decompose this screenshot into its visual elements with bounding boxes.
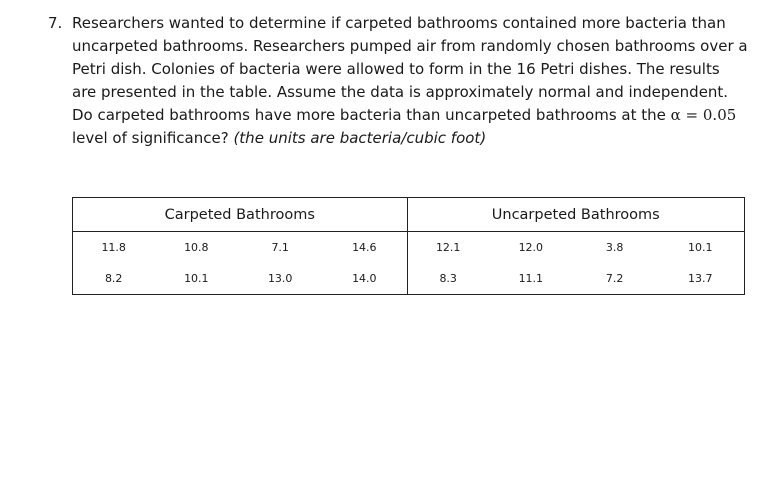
question-block xyxy=(48,12,748,150)
table-cell: 10.1 xyxy=(688,241,713,254)
alpha-symbol: α xyxy=(670,106,681,124)
equals-sign: = xyxy=(680,106,703,124)
table-row xyxy=(73,232,745,264)
units-note: (the units are bacteria/cubic foot) xyxy=(233,129,487,147)
question-text xyxy=(72,12,748,150)
table-cell: 10.8 xyxy=(184,241,209,254)
table-cell: 12.0 xyxy=(518,241,544,254)
table-cell: 11.1 xyxy=(518,272,544,285)
table-cell: 13.7 xyxy=(688,272,713,285)
table-header-row xyxy=(73,198,745,232)
table-cell: 14.0 xyxy=(322,263,407,295)
table-cell: 11.8 xyxy=(73,232,155,264)
header-carpeted: Carpeted Bathrooms xyxy=(73,198,408,232)
table-cell: 8.2 xyxy=(73,263,155,295)
table-cell: 7.2 xyxy=(605,272,624,285)
table-cell: 12.1 xyxy=(435,241,461,254)
table-cell: 10.1 xyxy=(184,272,209,285)
table-cell: 14.6 xyxy=(322,232,407,264)
alpha-value: 0.05 xyxy=(702,106,737,124)
table-cell: 3.8 xyxy=(605,241,624,254)
question-number: 7. xyxy=(48,14,63,32)
table-cell: 8.3 xyxy=(439,272,457,285)
data-table xyxy=(72,197,745,295)
header-uncarpeted: Uncarpeted Bathrooms xyxy=(407,198,745,232)
question-text-tail: level of significance? xyxy=(72,129,234,147)
table-row xyxy=(73,263,745,295)
question-text-main: Researchers wanted to determine if carpeted bathrooms contained more bacteria than uncarpeted bathrooms. Researchers pumped air from randomly chosen bathrooms over a Petri dish. Colonies of bacteria were allowed to form in the 16 Petri dishes. The results are presented in the table. Assume the data is approximately normal and independent. Do carpeted bathrooms have more bacteria than uncarpeted bathrooms at the xyxy=(72,14,748,124)
table-cell: 7.1 xyxy=(271,241,289,254)
table-cell: 13.0 xyxy=(267,272,293,285)
